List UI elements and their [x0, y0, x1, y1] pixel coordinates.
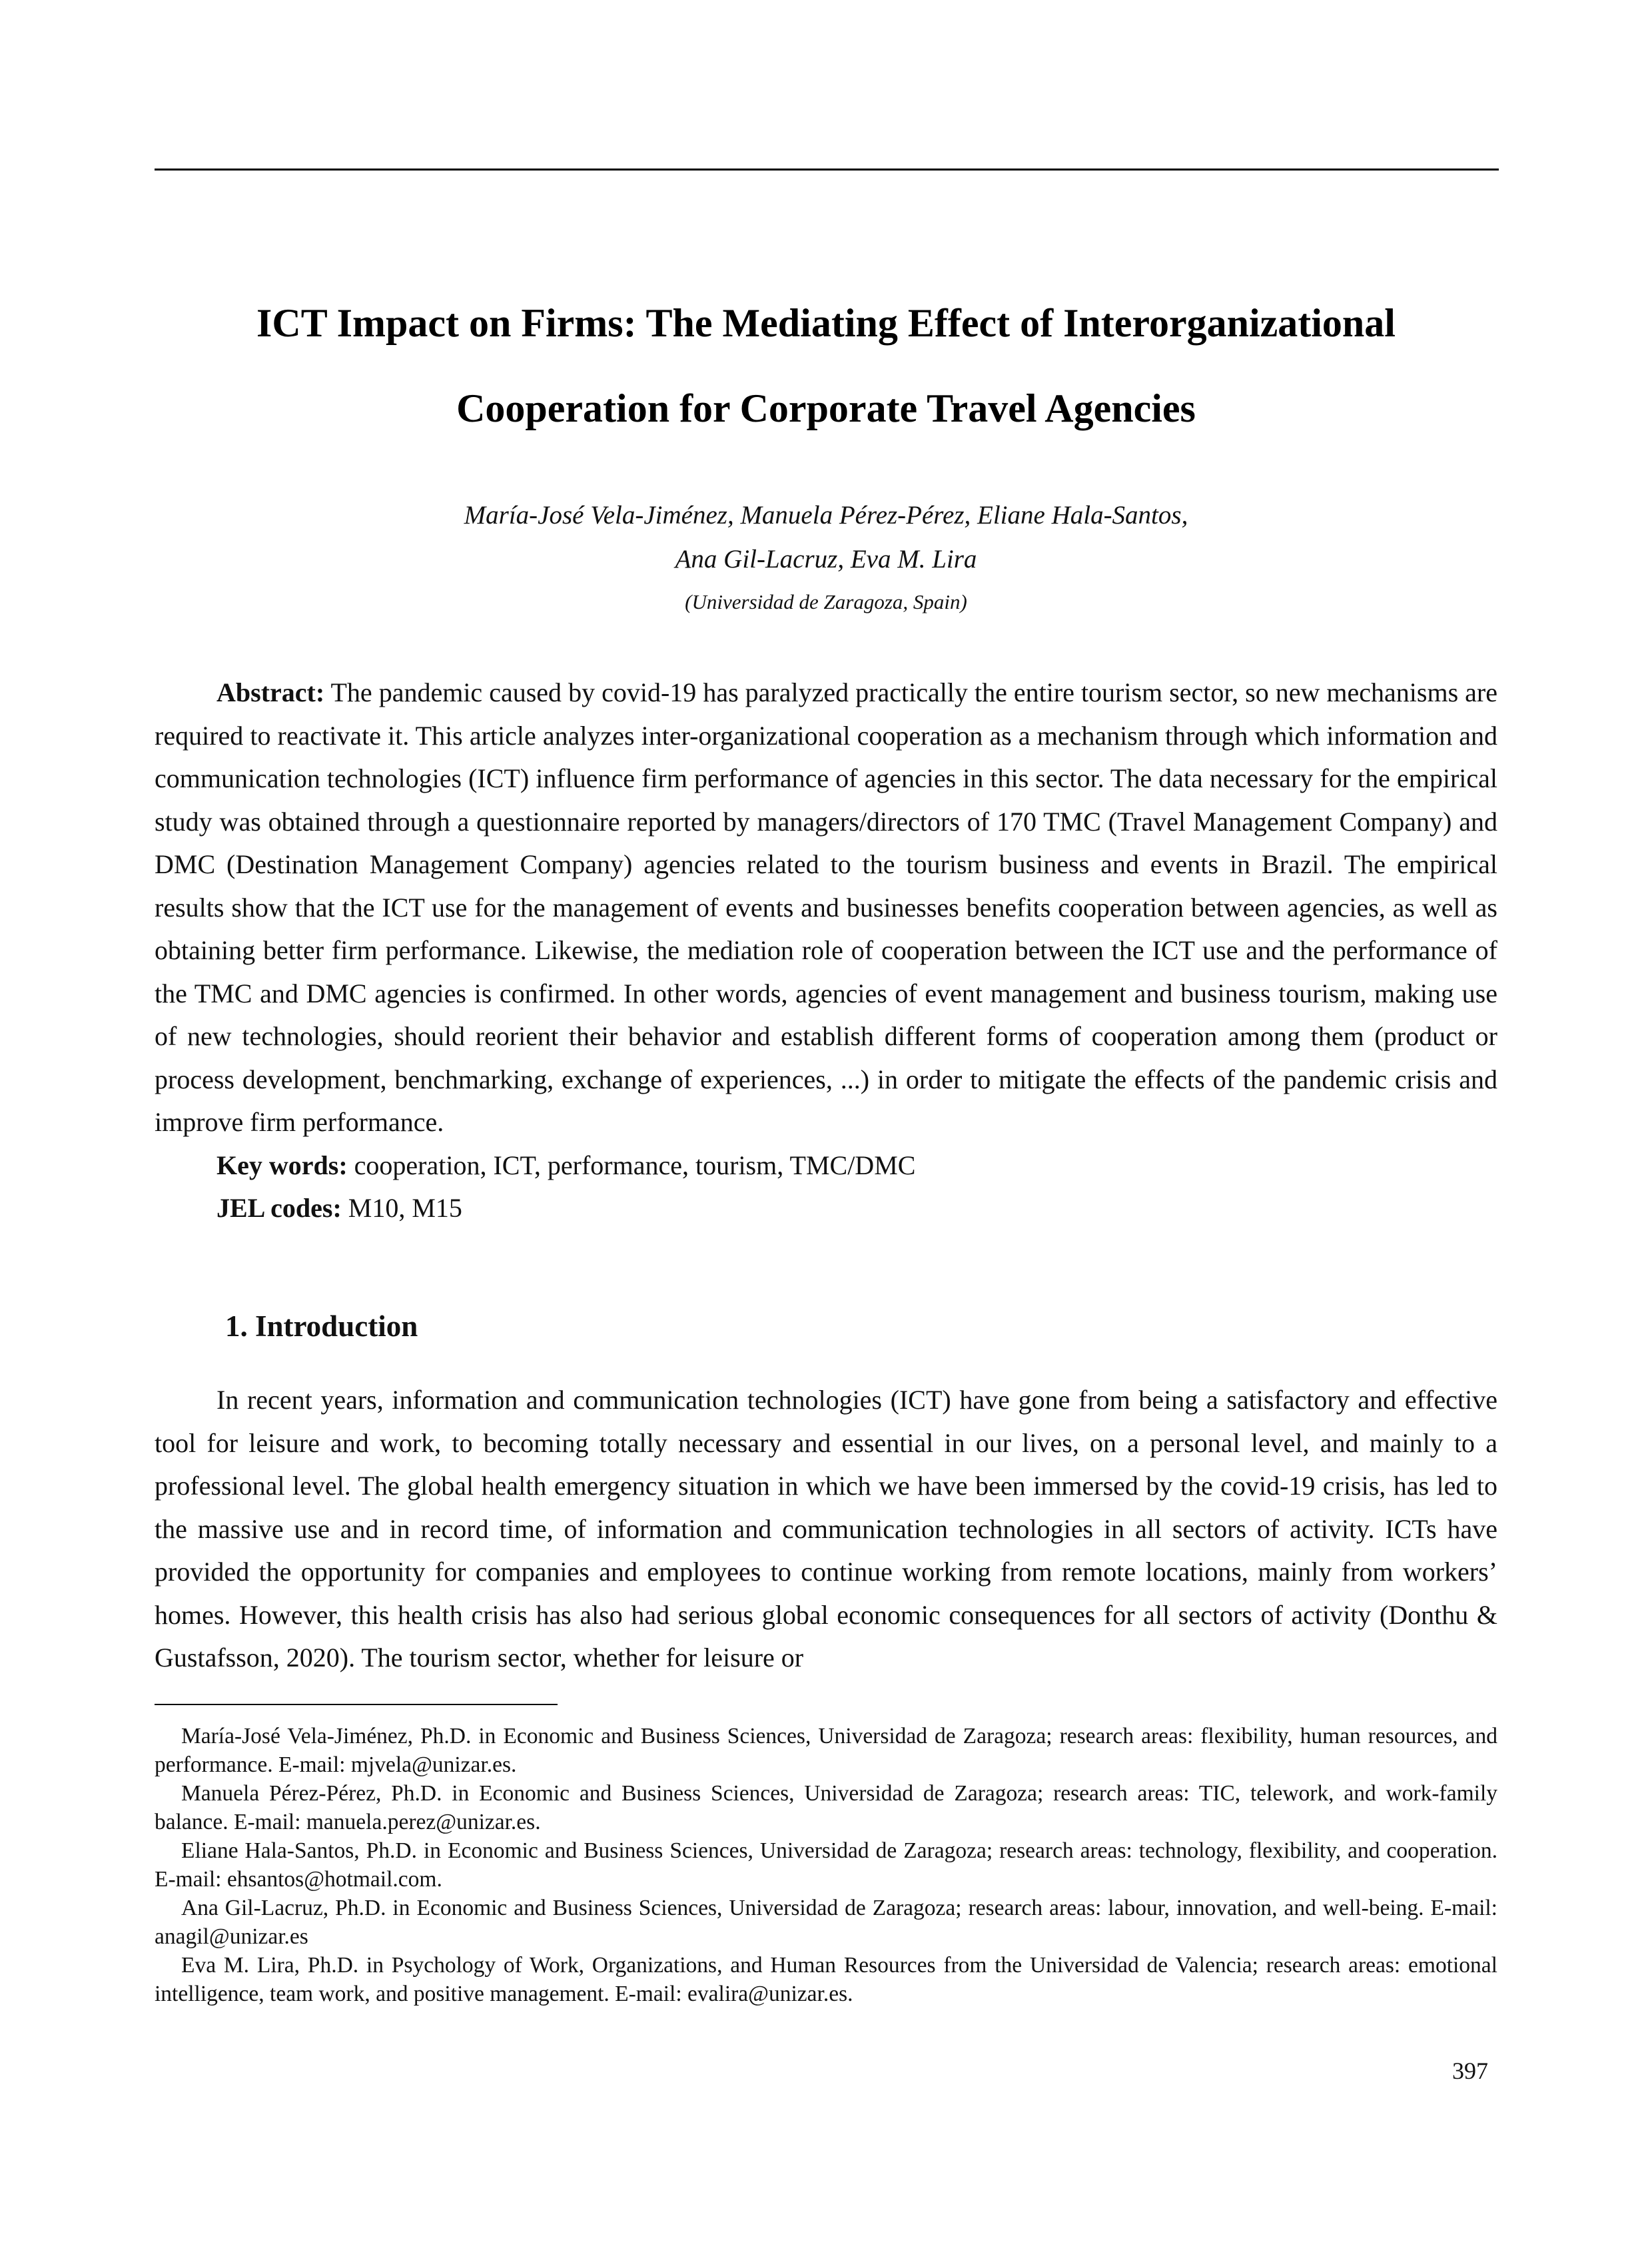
paper-title-line-1: ICT Impact on Firms: The Mediating Effect of Interorganizational [256, 301, 1396, 345]
section-heading-introduction: 1. Introduction [225, 1309, 418, 1343]
authors-line-2: Ana Gil-Lacruz, Eva M. Lira [675, 545, 977, 573]
abstract-paragraph [155, 671, 1497, 1144]
keywords-text: cooperation, ICT, performance, tourism, TMC/DMC [347, 1150, 916, 1180]
introduction-section [155, 1379, 1497, 1680]
abstract-section [155, 671, 1497, 1230]
affiliation: (Universidad de Zaragoza, Spain) [685, 590, 967, 613]
authors-line-1: María-José Vela-Jiménez, Manuela Pérez-Pérez, Eliane Hala-Santos, [464, 501, 1188, 530]
footnote-item: Eva M. Lira, Ph.D. in Psychology of Work, Organizations, and Human Resources from the Universidad de Valencia; research areas: emotional intelligence, team work, and positive management. E-mail: evalira@unizar.es. [155, 1953, 1497, 2006]
footnotes [155, 1722, 1497, 2008]
footnote-item: Eliane Hala-Santos, Ph.D. in Economic and Business Sciences, Universidad de Zaragoza; research areas: technology, flexibility, and cooperation. E-mail: ehsantos@hotmail.com. [155, 1838, 1497, 1892]
page-number: 397 [1452, 2057, 1488, 2084]
keywords-label: Key words: [216, 1150, 348, 1180]
introduction-paragraph: In recent years, information and communication technologies (ICT) have gone from being a satisfactory and effective tool for leisure and work, to becoming totally necessary and essential in our lives, on a personal level, and mainly to a professional level. The global health emergency situation in which we have been immersed by the covid-19 crisis, has led to the massive use and in record time, of information and communication technologies in all sectors of activity. ICTs have provided the opportunity for companies and employees to continue working from remote locations, mainly from workers’ homes. However, this health crisis has also had serious global economic consequences for all sectors of activity (Donthu & Gustafsson, 2020). The tourism sector, whether for leisure or [155, 1385, 1497, 1673]
jel-codes-line [155, 1187, 1497, 1230]
jel-codes-label: JEL codes: [216, 1193, 342, 1223]
abstract-label: Abstract: [216, 677, 325, 707]
abstract-text: The pandemic caused by covid-19 has paralyzed practically the entire tourism sector, so new mechanisms are required to reactivate it. This article analyzes inter-organizational cooperation as a mechanism through which information and communication technologies (ICT) influence firm performance of agencies in this sector. The data necessary for the empirical study was obtained through a questionnaire reported by managers/directors of 170 TMC (Travel Management Company) and DMC (Destination Management Company) agencies related to the tourism business and events in Brazil. The empirical results show that the ICT use for the management of events and businesses benefits cooperation between agencies, as well as obtaining better firm performance. Likewise, the mediation role of cooperation between the ICT use and the performance of the TMC and DMC agencies is confirmed. In other words, agencies of event management and business tourism, making use of new technologies, should reorient their behavior and establish different forms of cooperation among them (product or process development, benchmarking, exchange of experiences, ...) in order to mitigate the effects of the pandemic crisis and improve firm performance. [155, 677, 1497, 1137]
footnote-item: Ana Gil-Lacruz, Ph.D. in Economic and Business Sciences, Universidad de Zaragoza; research areas: labour, innovation, and well-being. E-mail: anagil@unizar.es [155, 1896, 1497, 1949]
keywords-line [155, 1144, 1497, 1188]
footnote-item: Manuela Pérez-Pérez, Ph.D. in Economic and Business Sciences, Universidad de Zaragoza; research areas: TIC, telework, and work-family balance. E-mail: manuela.perez@unizar.es. [155, 1781, 1497, 1834]
jel-codes-text: M10, M15 [341, 1193, 462, 1223]
footnote-rule [155, 1704, 558, 1705]
header-rule [155, 169, 1499, 171]
paper-title-line-2: Cooperation for Corporate Travel Agencies [456, 386, 1196, 430]
footnote-item: María-José Vela-Jiménez, Ph.D. in Economic and Business Sciences, Universidad de Zaragoza; research areas: flexibility, human resources, and performance. E-mail: mjvela@unizar.es. [155, 1724, 1497, 1777]
